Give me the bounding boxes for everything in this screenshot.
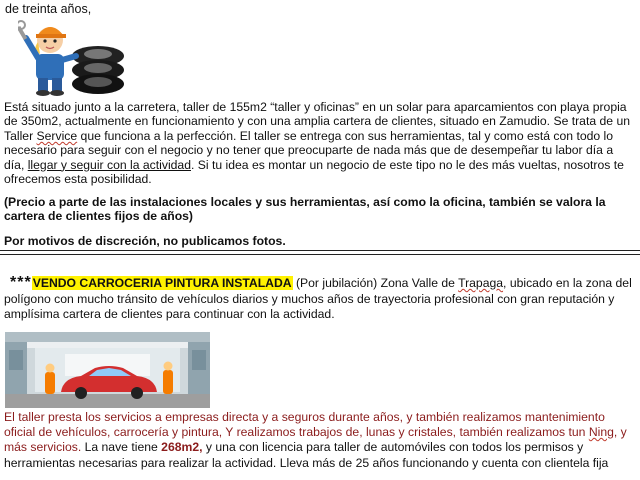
ad1-description-part-1: Está situado junto a la carretera, taller de 155m2 “taller y oficinas” en un solar para aparcamientos con playa propia de 350m2, actualmente en funcionamiento y con una amplia cartera de clientes, situado en Zamudio. Se trata de un Taller [4, 100, 631, 143]
ad2-area: 268m2, [161, 440, 203, 455]
ad2-headline: VENDO CARROCERIA PINTURA INSTALADA [32, 276, 292, 290]
ad1-description [4, 100, 636, 186]
ad1-description-part-4: llegar y seguir con la actividad [27, 157, 191, 172]
ad2-body-part-1: La nave tiene [81, 440, 162, 455]
section-divider-secondary [0, 254, 640, 255]
ad2-services-part-1: El taller presta los servicios a empresas directa y a seguros durante años, y también realizamos mantenimiento oficial de vehículos, carrocería y pintura, Y realizamos trabajos de, lunas y cristales, también realizamos tun [4, 410, 605, 440]
ad2-intro-part-3: , ubicado en la zona del polígono con mucho tránsito de vehículos diarios y muchos años de trayectoria profesional con gran reputación y amplísima cartera de clientes para continuar con la actividad. [4, 276, 632, 321]
ad2-intro-part-1: (Por jubilación) Zona Valle de [292, 276, 459, 290]
ad2-body [4, 410, 636, 471]
ad1-intro-tail: de treinta años, [5, 2, 92, 16]
ad2-stars: *** [10, 274, 32, 291]
ad2-intro [4, 275, 636, 323]
ad1-discretion-note: Por motivos de discreción, no publicamos fotos. [4, 234, 286, 248]
ad1-price-note: (Precio a parte de las instalaciones locales y sus herramientas, así como la oficina, también se valora la cartera de clientes fijos de años) [4, 195, 606, 224]
ad1-description-part-3: que funciona a la perfección. El taller se entrega con sus herramientas, tal y como está con todo lo necesario para seguir con el negocio y no tener que preocuparte de nada más que de desempeñar tu labor día a día, [4, 128, 614, 172]
ad1-description-part-5: . Si tu idea es montar un negocio de este tipo no le des más vueltas, nosotros te ofrecemos esta posibilidad. [4, 157, 624, 187]
ad2-services-part-3: , y más servicios. [4, 425, 627, 455]
garage-illustration-icon [5, 332, 210, 408]
ad1-description-part-2: Service [36, 128, 78, 143]
ad2-services-part-2: Ning [588, 425, 614, 440]
mechanic-illustration-icon [18, 16, 130, 96]
ad2-intro-part-2: Trapaga [458, 276, 504, 290]
ad2-body-part-3: y una con licencia para taller de automóviles con todos los permisos y herramientas necesarias para realizar la actividad. Lleva más de 25 años funcionando y cuenta con clientela fija [4, 440, 609, 470]
section-divider [0, 250, 640, 251]
